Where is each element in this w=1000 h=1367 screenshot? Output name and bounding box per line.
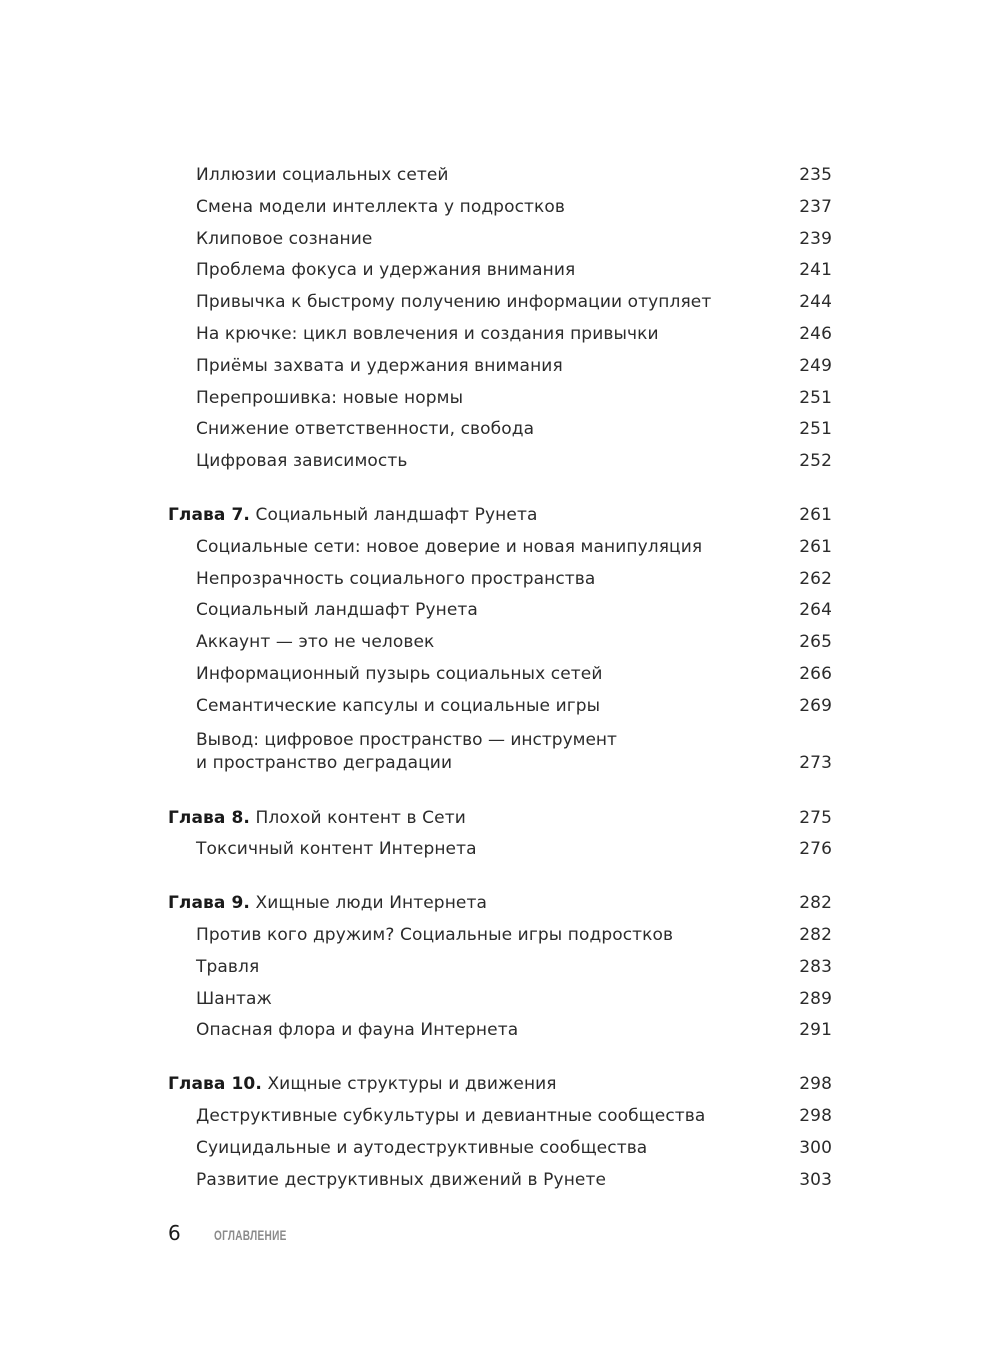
toc-entry-title: Приёмы захвата и удержания внимания — [196, 355, 563, 376]
leader-dots — [704, 551, 796, 552]
toc-entry[interactable] — [168, 319, 832, 351]
toc-entry-page: 266 — [799, 663, 832, 684]
chapter-label: Глава 8. — [168, 807, 250, 828]
toc-chapter-10[interactable] — [168, 1069, 832, 1101]
leader-dots — [409, 465, 796, 466]
toc-entry-title: Перепрошивка: новые нормы — [196, 387, 464, 408]
toc-chapter-page: 282 — [799, 893, 832, 914]
chapter-name: Хищные структуры и движения — [267, 1074, 557, 1095]
leader-dots — [713, 306, 796, 307]
toc-entry-title: Привычка к быстрому получению информации отупляет — [196, 292, 712, 313]
toc-entry-page: 235 — [799, 165, 832, 185]
leader-dots — [261, 971, 796, 972]
toc-chapter-page: 298 — [799, 1074, 832, 1095]
toc-entry[interactable] — [168, 255, 832, 287]
toc-entry-line2 — [196, 752, 832, 775]
toc-entry-page: 239 — [799, 228, 832, 249]
toc-entry-multiline[interactable] — [168, 723, 832, 775]
toc-entry-page: 276 — [799, 839, 832, 860]
toc-entry-title: Токсичный контент Интернета — [196, 839, 477, 860]
toc-entry[interactable] — [168, 192, 832, 224]
toc-entry-title: Социальные сети: новое доверие и новая манипуляция — [196, 536, 703, 557]
section-spacer — [168, 866, 832, 888]
section-spacer — [168, 1047, 832, 1069]
toc-entry[interactable] — [168, 984, 832, 1016]
toc-entry-title: Смена модели интеллекта у подростков — [196, 196, 566, 217]
toc-entry[interactable] — [168, 952, 832, 984]
toc-entry-title: Снижение ответственности, свобода — [196, 419, 535, 440]
leader-dots — [536, 433, 796, 434]
toc-entry-page: 303 — [799, 1169, 832, 1190]
toc-entry-title: Травля — [196, 956, 260, 977]
toc-entry[interactable] — [168, 659, 832, 691]
toc-entry-title: Аккаунт — это не человек — [196, 632, 435, 653]
leader-dots — [465, 402, 796, 403]
leader-dots — [565, 370, 796, 371]
toc-entry-page: 246 — [799, 323, 832, 344]
leader-dots — [468, 822, 796, 823]
leader-dots — [604, 678, 796, 679]
toc-entry-title: Деструктивные субкультуры и девиантные сообщества — [196, 1105, 706, 1126]
toc-entry[interactable] — [168, 1101, 832, 1133]
toc-entry[interactable] — [168, 1133, 832, 1165]
toc-chapter-title — [168, 803, 466, 835]
leader-dots — [559, 1088, 796, 1089]
chapter-label: Глава 10. — [168, 1074, 262, 1095]
toc-entry-title: Против кого дружим? Социальные игры подростков — [196, 924, 674, 945]
toc-entry-page: 273 — [799, 752, 832, 773]
toc-entry-title-line2: и пространство деградации — [196, 752, 453, 773]
toc-entry-title: Опасная флора и фауна Интернета — [196, 1020, 519, 1041]
toc-entry-page: 283 — [799, 956, 832, 977]
chapter-label: Глава 9. — [168, 893, 250, 914]
leader-dots — [577, 274, 796, 275]
toc-entry[interactable] — [168, 1165, 832, 1197]
toc-entry-page: 265 — [799, 632, 832, 653]
toc-entry-title: Проблема фокуса и удержания внимания — [196, 260, 576, 281]
toc-entry-page: 300 — [799, 1137, 832, 1158]
leader-dots — [520, 1034, 796, 1035]
toc-entry-page: 291 — [799, 1020, 832, 1041]
leader-dots — [661, 338, 796, 339]
toc-entry-page: 251 — [799, 387, 832, 408]
leader-dots — [597, 583, 796, 584]
leader-dots — [480, 614, 796, 615]
leader-dots — [451, 179, 796, 180]
toc-entry[interactable] — [168, 564, 832, 596]
toc-entry-title: Непрозрачность социального пространства — [196, 568, 596, 589]
toc-entry[interactable] — [168, 627, 832, 659]
leader-dots — [274, 1003, 796, 1004]
toc-entry[interactable] — [168, 287, 832, 319]
toc-entry-page: 262 — [799, 568, 832, 589]
toc-entry-page: 269 — [799, 695, 832, 716]
toc-chapter-7[interactable] — [168, 500, 832, 532]
leader-dots — [649, 1152, 796, 1153]
toc-entry-page: 282 — [799, 924, 832, 945]
toc-chapter-title — [168, 500, 537, 532]
toc-entry-page: 249 — [799, 355, 832, 376]
toc-entry[interactable] — [168, 383, 832, 415]
toc-entry-page: 298 — [799, 1105, 832, 1126]
toc-entry[interactable] — [168, 595, 832, 627]
toc-chapter-page: 261 — [799, 504, 832, 525]
page-footer — [168, 1221, 315, 1245]
toc-entry[interactable] — [168, 834, 832, 866]
toc-chapter-9[interactable] — [168, 888, 832, 920]
chapter-name: Плохой контент в Сети — [255, 807, 466, 828]
toc-entry[interactable] — [168, 691, 832, 723]
toc-entry-page: 289 — [799, 988, 832, 1009]
toc-entry[interactable] — [168, 224, 832, 256]
chapter-name: Хищные люди Интернета — [255, 893, 487, 914]
leader-dots — [489, 907, 796, 908]
toc-entry-title: Суицидальные и аутодеструктивные сообщества — [196, 1137, 648, 1158]
leader-dots — [567, 211, 796, 212]
toc-entry-title: Семантические капсулы и социальные игры — [196, 695, 601, 716]
section-spacer — [168, 478, 832, 500]
toc-entry[interactable] — [168, 446, 832, 478]
toc-entry[interactable] — [168, 532, 832, 564]
toc-entry[interactable] — [168, 160, 832, 192]
toc-entry-page: 251 — [799, 419, 832, 440]
leader-dots — [707, 1120, 796, 1121]
toc-entry-title: Цифровая зависимость — [196, 451, 408, 472]
toc-chapter-8[interactable] — [168, 803, 832, 835]
chapter-name: Социальный ландшафт Рунета — [255, 504, 538, 525]
toc-entry-title-line1: Вывод: цифровое пространство — инструмент — [196, 729, 617, 750]
toc-entry-page: 237 — [799, 196, 832, 217]
toc-entry[interactable] — [168, 351, 832, 383]
chapter-label: Глава 7. — [168, 504, 250, 525]
toc-entry-title: Шантаж — [196, 988, 272, 1009]
toc-entry-title: Иллюзии социальных сетей — [196, 165, 449, 185]
toc-entry-page: 264 — [799, 600, 832, 621]
section-spacer — [168, 775, 832, 803]
toc-entry-title: Информационный пузырь социальных сетей — [196, 663, 603, 684]
leader-dots — [436, 646, 796, 647]
leader-dots — [539, 519, 796, 520]
toc-entry-title: На крючке: цикл вовлечения и создания привычки — [196, 323, 659, 344]
leader-dots — [454, 767, 796, 768]
toc-entry[interactable] — [168, 1015, 832, 1047]
toc-entry[interactable] — [168, 414, 832, 446]
leader-dots — [602, 710, 796, 711]
page-number: 6 — [168, 1221, 181, 1245]
running-section-title: ОГЛАВЛЕНИЕ — [214, 1227, 287, 1243]
toc-entry-title: Клиповое сознание — [196, 228, 373, 249]
leader-dots — [675, 939, 796, 940]
toc-entry-page: 241 — [799, 260, 832, 281]
toc-entry-page: 252 — [799, 451, 832, 472]
toc-chapter-page: 275 — [799, 807, 832, 828]
leader-dots — [479, 853, 796, 854]
toc-entry-page: 244 — [799, 292, 832, 313]
toc-chapter-title — [168, 888, 487, 920]
toc-entry-page: 261 — [799, 536, 832, 557]
toc-entry[interactable] — [168, 920, 832, 952]
toc-entry-title: Развитие деструктивных движений в Рунете — [196, 1169, 607, 1190]
toc-chapter-title — [168, 1069, 557, 1101]
toc-entry-title: Социальный ландшафт Рунета — [196, 600, 478, 621]
leader-dots — [608, 1184, 796, 1185]
leader-dots — [374, 243, 796, 244]
table-of-contents — [168, 160, 832, 1196]
